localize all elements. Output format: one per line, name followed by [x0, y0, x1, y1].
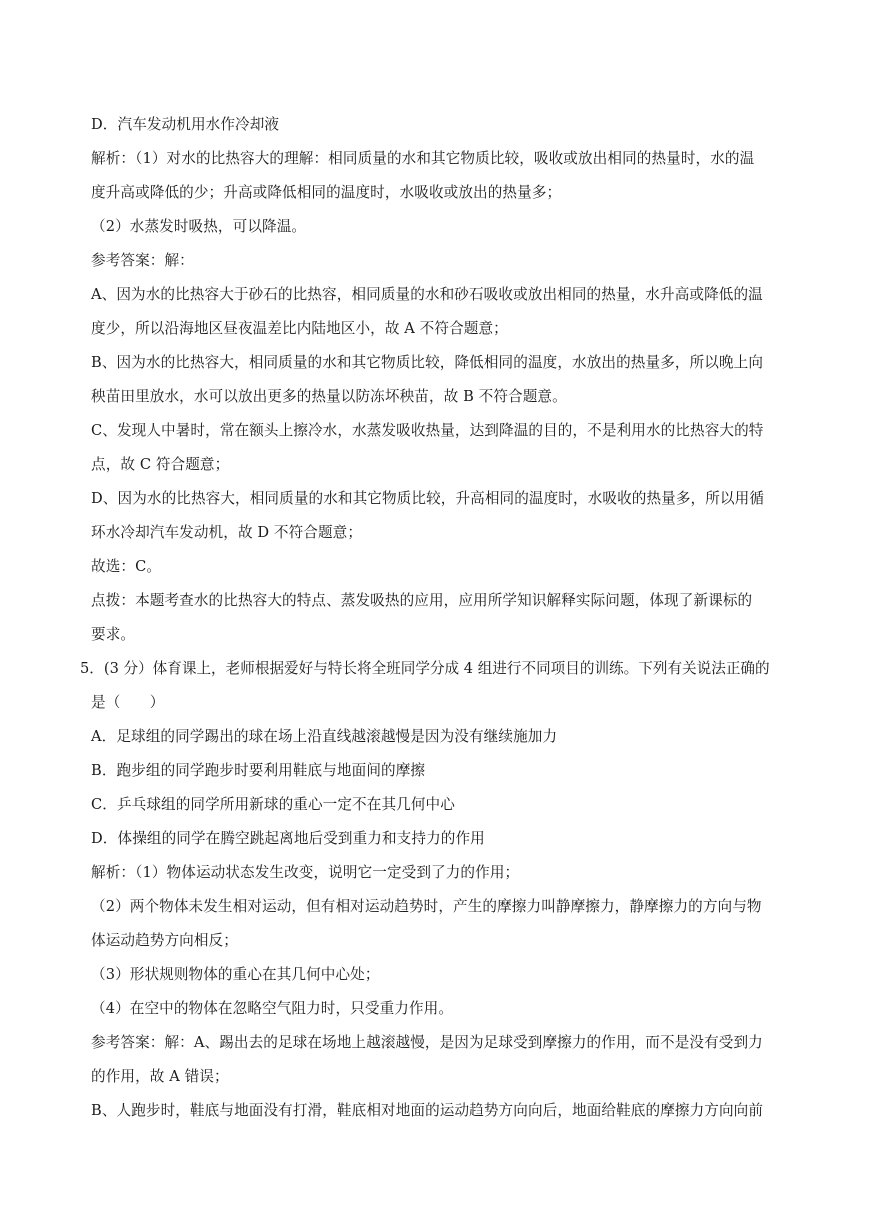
option-d-text: D．汽车发动机用水作冷却液	[91, 116, 280, 133]
option-d: D．体操组的同学在腾空跳起离地后受到重力和支持力的作用	[91, 830, 485, 847]
analysis-text: （3）形状规则物体的重心在其几何中心处；	[91, 966, 380, 983]
answer-text: C、发现人中暑时，常在额头上擦冷水，水蒸发吸收热量，达到降温的目的，不是利用水的比热容大的特	[91, 422, 764, 439]
option-b: B．跑步组的同学跑步时要利用鞋底与地面间的摩擦	[91, 762, 426, 779]
answer-text: 点，故 C 符合题意；	[91, 456, 230, 473]
answer-heading: 参考答案：解：	[91, 252, 194, 269]
option-a: A．足球组的同学踢出的球在场上沿直线越滚越慢是因为没有继续施加力	[91, 728, 558, 745]
answer-text: D、因为水的比热容大，相同质量的水和其它物质比较，升高相同的温度时，水吸收的热量多，所以用循	[91, 490, 765, 507]
answer-text: 参考答案：解：A、踢出去的足球在场地上越滚越慢，是因为足球受到摩擦力的作用，而不是没有受到力	[91, 1034, 763, 1051]
tip-text: 点拨：本题考查水的比热容大的特点、蒸发吸热的应用，应用所学知识解释实际问题，体现了新课标的	[91, 592, 753, 609]
answer-text: A、因为水的比热容大于砂石的比热容，相同质量的水和砂石吸收或放出相同的热量，水升高或降低的温	[91, 286, 763, 303]
analysis-text: 度升高或降低的少；升高或降低相同的温度时，水吸收或放出的热量多；	[91, 184, 562, 201]
answer-text: B、人跑步时，鞋底与地面没有打滑，鞋底相对地面的运动趋势方向向后，地面给鞋底的摩擦力方向向前	[91, 1102, 764, 1119]
analysis-text: （2）水蒸发时吸热，可以降温。	[91, 218, 307, 235]
option-c: C．乒乓球组的同学所用新球的重心一定不在其几何中心	[91, 796, 455, 813]
analysis-text: （4）在空中的物体在忽略空气阻力时，只受重力作用。	[91, 1000, 454, 1017]
answer-text: 秧苗田里放水，水可以放出更多的热量以防冻坏秧苗，故 B 不符合题意。	[91, 388, 567, 405]
question-5-stem: 是（ ）	[91, 694, 165, 711]
answer-text: 的作用，故 A 错误；	[91, 1068, 229, 1085]
answer-text: 度少，所以沿海地区昼夜温差比内陆地区小，故 A 不符合题意；	[91, 320, 508, 337]
analysis-text: 解析：（1）对水的比热容大的理解：相同质量的水和其它物质比较，吸收或放出相同的热量时，水的温	[91, 150, 755, 167]
choice-text: 故选：C。	[91, 558, 162, 575]
question-5-stem: 5．(3 分）体育课上，老师根据爱好与特长将全班同学分成 4 组进行不同项目的训练。下列有关说法正确的	[80, 660, 770, 677]
analysis-text: （2）两个物体未发生相对运动，但有相对运动趋势时，产生的摩擦力叫静摩擦力，静摩擦力的方向与物	[91, 898, 762, 915]
answer-text: 环水冷却汽车发动机，故 D 不符合题意；	[91, 524, 363, 541]
answer-text: B、因为水的比热容大，相同质量的水和其它物质比较，降低相同的温度，水放出的热量多，所以晚上向	[91, 354, 764, 371]
tip-text: 要求。	[91, 626, 136, 643]
analysis-text: 解析：（1）物体运动状态发生改变，说明它一定受到了力的作用；	[91, 864, 520, 881]
analysis-text: 体运动趋势方向相反；	[91, 932, 238, 949]
